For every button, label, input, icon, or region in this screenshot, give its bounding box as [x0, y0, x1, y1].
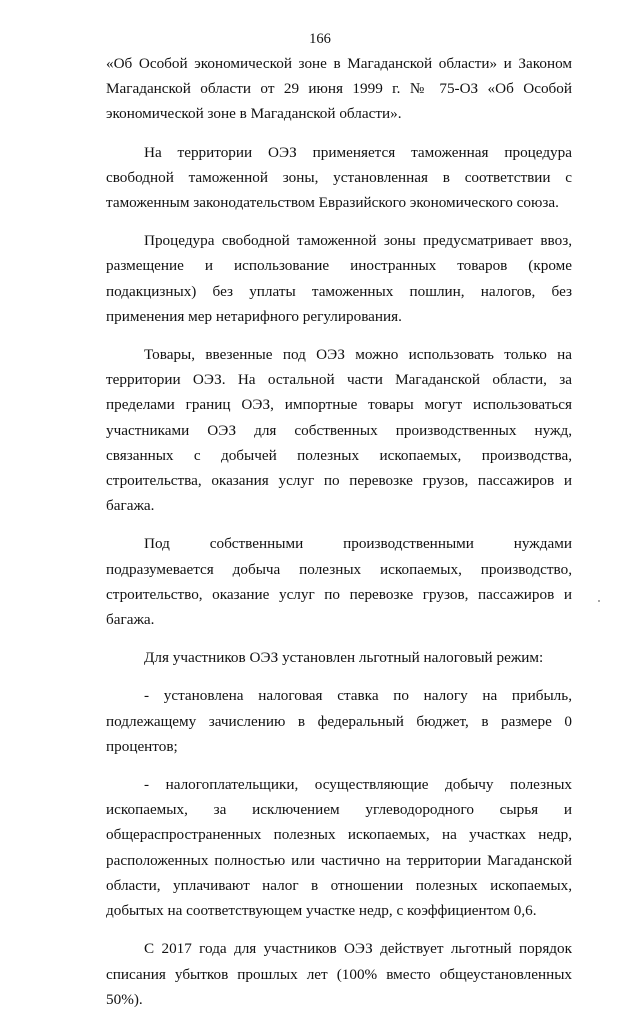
paragraph-goods-usage: Товары, ввезенные под ОЭЗ можно использовать только на территории ОЭЗ. На остальной части Магаданской области, за пределами границ ОЭЗ, импортные товары могут использоваться участниками ОЭЗ для собственных производственных нужд, связанных с добычей полезных ископаемых, производства, строительства, оказания услуг по перевозке грузов, пассажиров и багажа.	[106, 346, 572, 515]
paragraph-tax-regime: Для участников ОЭЗ установлен льготный налоговый режим:	[144, 649, 544, 667]
paragraph-production-needs: Под собственными производственными нуждами подразумевается добыча полезных ископаемых, производство, строительство, оказание услуг по перевозке грузов, пассажиров и багажа.	[106, 535, 572, 629]
paragraph-free-customs-zone: Процедура свободной таможенной зоны предусматривает ввоз, размещение и использование иностранных товаров (кроме подакцизных) без уплаты таможенных пошлин, налогов, без применения мер нетарифного регулирования.	[106, 232, 572, 325]
paragraph-customs-procedure: На территории ОЭЗ применяется таможенная процедура свободной таможенной зоны, установленная в соответствии с таможенным законодательством Евразийского экономического союза.	[106, 143, 572, 212]
page-number: 166	[309, 31, 331, 47]
scan-speck	[598, 600, 600, 602]
list-item-profit-tax: - установлена налоговая ставка по налогу на прибыль, подлежащему зачислению в федеральный бюджет, в размере 0 процентов;	[106, 687, 572, 755]
document-body	[106, 51, 572, 1025]
paragraph-law-reference: «Об Особой экономической зоне в Магаданской области» и Законом Магаданской области от 29 июня 1999 г. № 75-ОЗ «Об Особой экономической зоне в Магаданской области».	[106, 55, 572, 123]
list-item-mineral-tax: - налогоплательщики, осуществляющие добычу полезных ископаемых, за исключением углеводородного сырья и общераспространенных полезных ископаемых, на участках недр, расположенных полностью или частично на территории Магаданской области, уплачивают налог в отношении полезных ископаемых, добытых на соответствующем участке недр, с коэффициентом 0,6.	[106, 776, 572, 920]
paragraph-loss-carryforward: С 2017 года для участников ОЭЗ действует льготный порядок списания убытков прошлых лет (100% вместо общеустановленных 50%).	[106, 940, 572, 1008]
